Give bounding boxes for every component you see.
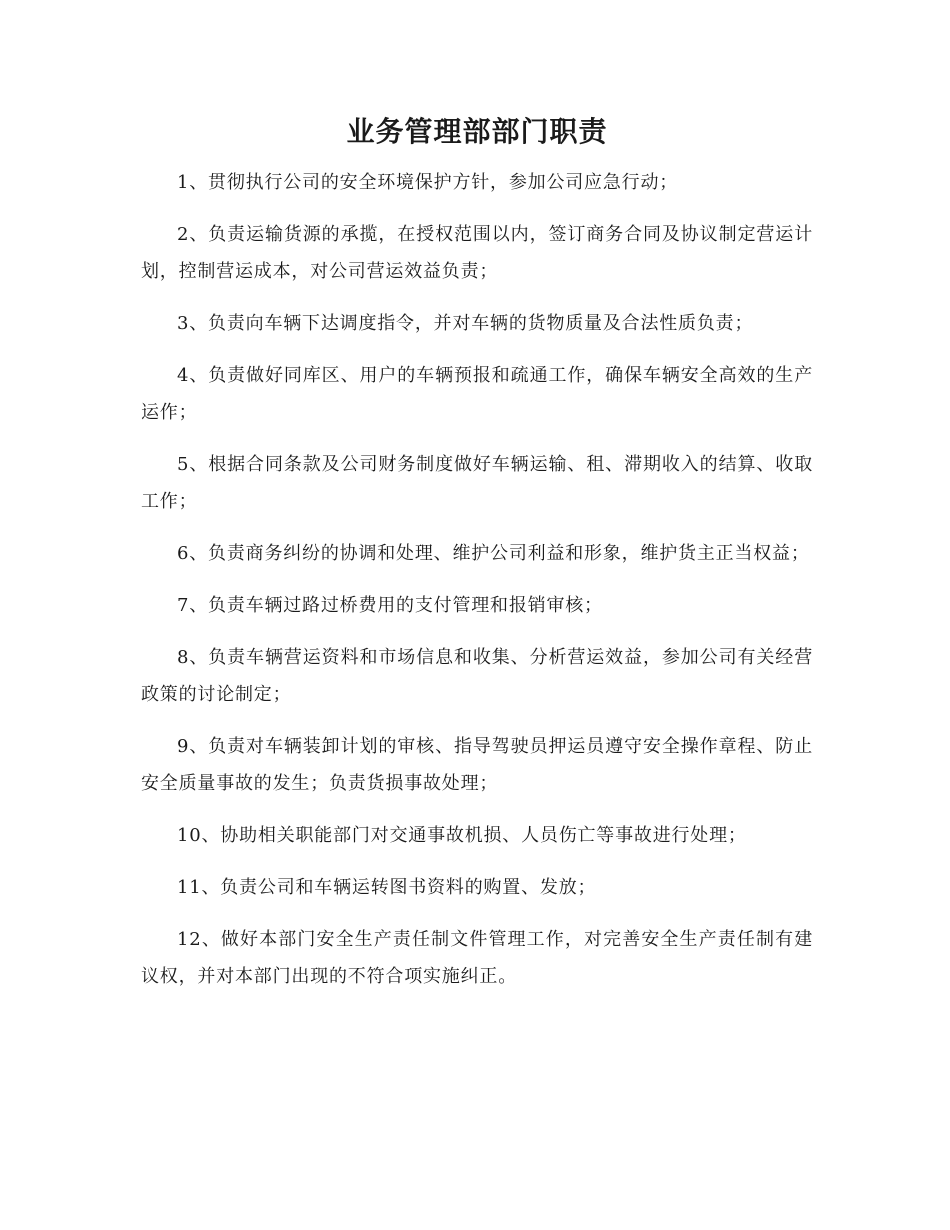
duty-item-12: 12、做好本部门安全生产责任制文件管理工作，对完善安全生产责任制有建议权，并对本部门出现的不符合项实施纠正。 bbox=[141, 929, 813, 987]
duty-item-1: 1、贯彻执行公司的安全环境保护方针，参加公司应急行动； bbox=[177, 172, 679, 193]
duty-item-5: 5、根据合同条款及公司财务制度做好车辆运输、租、滞期收入的结算、收取工作； bbox=[141, 454, 813, 512]
duty-item-7: 7、负责车辆过路过桥费用的支付管理和报销审核； bbox=[177, 595, 603, 616]
duty-item-2: 2、负责运输货源的承揽，在授权范围以内，签订商务合同及协议制定营运计划，控制营运成本，对公司营运效益负责； bbox=[141, 224, 813, 282]
duty-item-6: 6、负责商务纠纷的协调和处理、维护公司利益和形象，维护货主正当权益； bbox=[177, 543, 810, 564]
duty-item-3: 3、负责向车辆下达调度指令，并对车辆的货物质量及合法性质负责； bbox=[177, 313, 754, 334]
duty-item-9: 9、负责对车辆装卸计划的审核、指导驾驶员押运员遵守安全操作章程、防止安全质量事故的发生；负责货损事故处理； bbox=[141, 736, 813, 794]
document-page bbox=[141, 108, 813, 1010]
duty-item-10: 10、协助相关职能部门对交通事故机损、人员伤亡等事故进行处理； bbox=[177, 825, 747, 846]
duty-item-11: 11、负责公司和车辆运转图书资料的购置、发放； bbox=[177, 877, 597, 898]
duty-item-8: 8、负责车辆营运资料和市场信息和收集、分析营运效益，参加公司有关经营政策的讨论制定； bbox=[141, 647, 813, 705]
duty-list bbox=[141, 164, 813, 995]
duty-item-4: 4、负责做好同库区、用户的车辆预报和疏通工作，确保车辆安全高效的生产运作； bbox=[141, 365, 813, 423]
page-title: 业务管理部部门职责 bbox=[346, 115, 608, 148]
